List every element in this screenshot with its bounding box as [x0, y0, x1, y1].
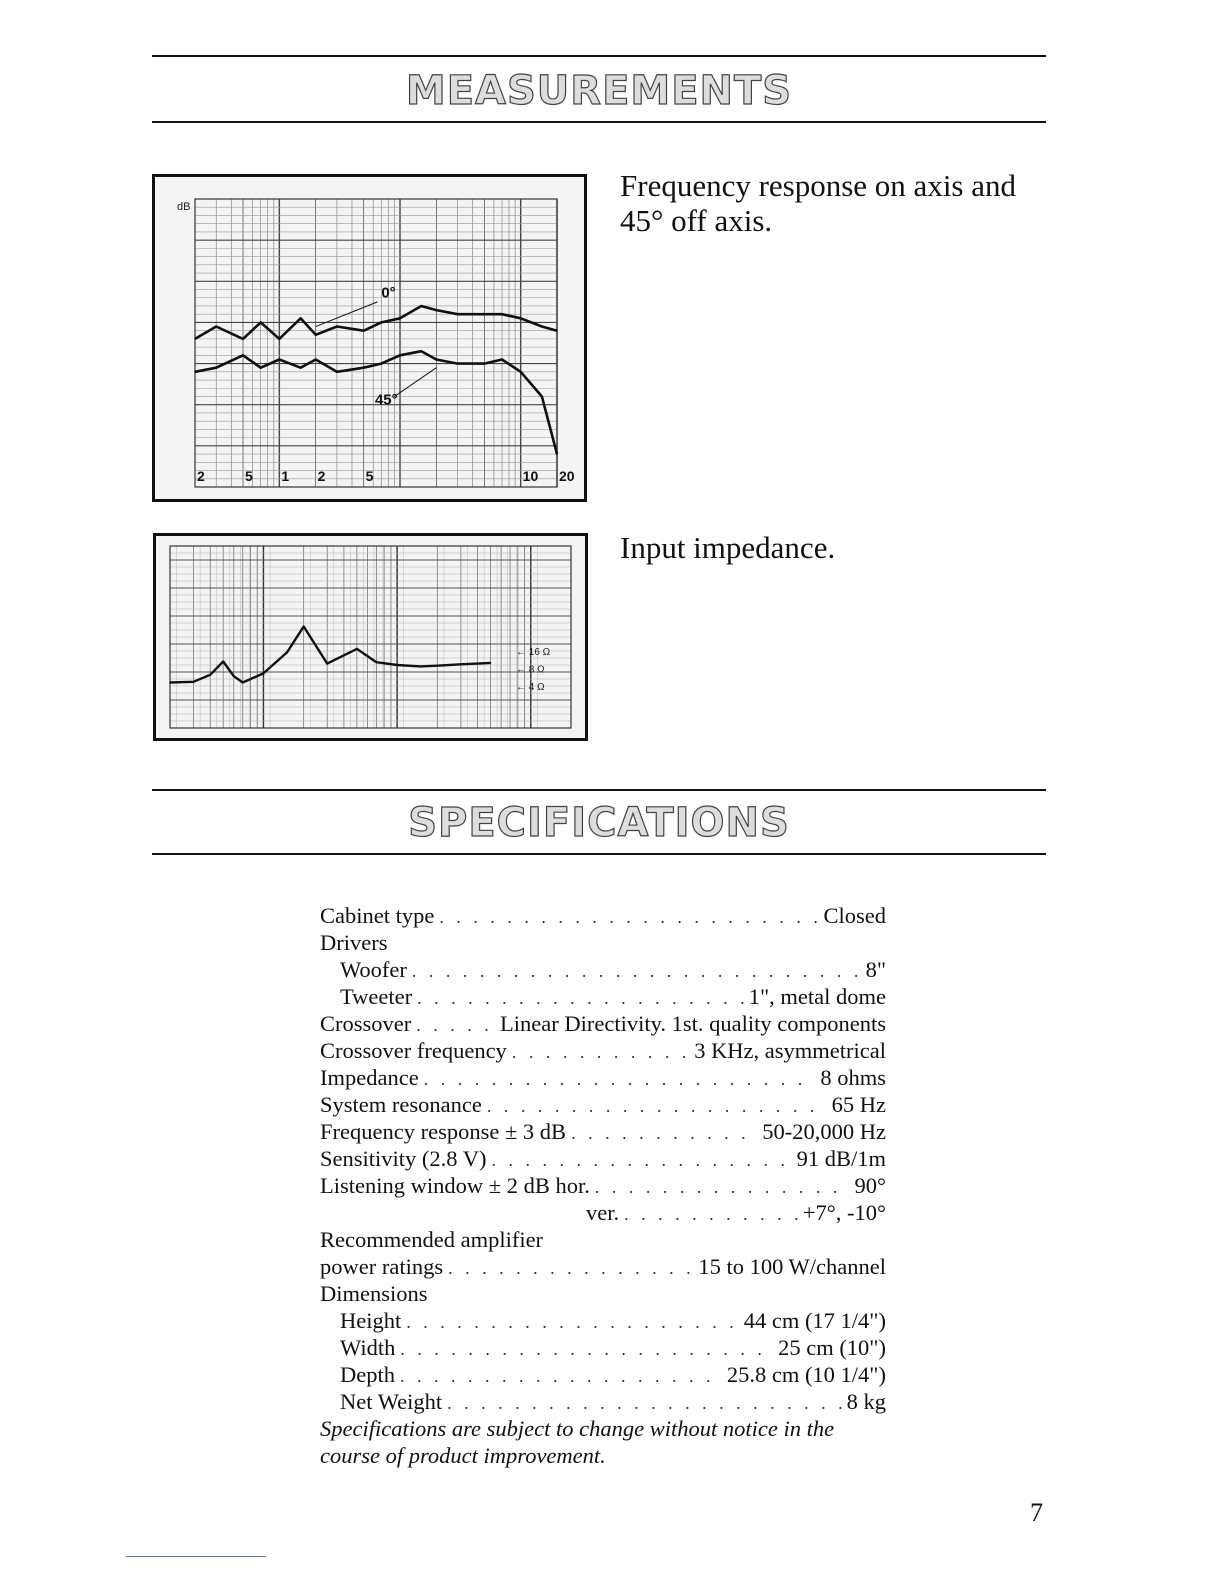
frequency-caption-line-1: Frequency response on axis and: [620, 168, 1017, 203]
leader-dots: [491, 1147, 791, 1174]
x-tick-label: 2: [317, 468, 326, 484]
data-point: [194, 338, 196, 340]
data-point: [437, 665, 439, 667]
data-point: [336, 326, 338, 328]
data-point: [303, 626, 305, 628]
spec-label: Width: [340, 1335, 396, 1360]
legend-label-4-ohm: ← 4 Ω: [516, 682, 545, 693]
data-point: [215, 326, 217, 328]
spec-tweeter: [320, 983, 886, 1010]
input-impedance-chart: [153, 533, 588, 741]
data-point: [420, 350, 422, 352]
spec-label: Impedance: [320, 1065, 419, 1090]
spec-crossover: [320, 1010, 886, 1037]
spec-value: +7°, -10°: [802, 1200, 886, 1225]
x-tick-label: 5: [365, 468, 374, 484]
data-point: [279, 338, 281, 340]
data-point: [541, 326, 543, 328]
data-point: [263, 673, 265, 675]
spec-power-ratings: [320, 1253, 886, 1280]
data-point: [436, 359, 438, 361]
spec-listening-window-hor: [320, 1172, 886, 1199]
legend-label-16-ohm: ← 16 Ω: [516, 647, 551, 658]
data-point: [484, 363, 486, 365]
data-point: [376, 661, 378, 663]
spec-value: 3 KHz, asymmetrical: [694, 1038, 886, 1063]
frequency-caption-line-2: 45° off axis.: [620, 203, 773, 238]
data-point: [233, 675, 235, 677]
spec-cabinet-type: [320, 902, 886, 929]
data-point: [484, 313, 486, 315]
spec-label: Crossover frequency: [320, 1038, 507, 1063]
data-point: [381, 322, 383, 324]
leader-dots: [624, 1201, 798, 1228]
legend-label-8-ohm: ← 8 Ω: [516, 664, 545, 676]
data-point: [300, 367, 302, 369]
leader-dots: [406, 1309, 738, 1336]
data-point: [300, 318, 302, 320]
spec-label: Drivers: [320, 930, 388, 955]
spec-label: System resonance: [320, 1092, 482, 1117]
spec-height: [320, 1307, 886, 1334]
spec-crossover-frequency: [320, 1037, 886, 1064]
spec-value: 91 dB/1m: [796, 1146, 886, 1171]
spec-label: Net Weight: [340, 1389, 443, 1414]
footer-line: [126, 1556, 266, 1557]
frequency-response-chart: [152, 174, 587, 502]
data-point: [457, 313, 459, 315]
db-axis-label: dB: [177, 201, 191, 213]
data-point: [420, 305, 422, 307]
x-tick-label: 20: [559, 468, 575, 484]
leader-dots: [424, 1066, 816, 1093]
spec-label: power ratings: [320, 1254, 444, 1279]
spec-woofer: [320, 956, 886, 983]
data-point: [556, 453, 558, 455]
leader-dots: [447, 1390, 841, 1417]
data-point: [556, 330, 558, 332]
data-point: [326, 663, 328, 665]
leader-dots: [512, 1039, 689, 1066]
data-point: [363, 367, 365, 369]
spec-value: 8 ohms: [820, 1065, 886, 1090]
spec-value: 44 cm (17 1/4"): [743, 1308, 886, 1333]
data-point: [215, 367, 217, 369]
leader-dots: [448, 1255, 693, 1282]
specifications-list: [320, 902, 886, 1469]
data-point: [381, 363, 383, 365]
data-point: [315, 359, 317, 361]
data-point: [520, 318, 522, 320]
data-point: [315, 334, 317, 336]
spec-system-resonance: [320, 1091, 886, 1118]
specifications-bottom-rule: [152, 853, 1046, 855]
leader-dots: [416, 1012, 495, 1039]
data-point: [460, 664, 462, 666]
spec-value: 25 cm (10"): [778, 1335, 886, 1360]
measurements-top-rule: [152, 55, 1046, 57]
spec-value: 1", metal dome: [748, 984, 886, 1009]
spec-label: ver.: [586, 1200, 620, 1225]
x-tick-label: 2: [197, 468, 205, 484]
spec-label: Cabinet type: [320, 903, 435, 928]
specifications-top-rule: [152, 789, 1046, 791]
data-point: [286, 652, 288, 654]
spec-label: Crossover: [320, 1011, 412, 1036]
spec-value: Closed: [823, 903, 886, 928]
data-point: [363, 330, 365, 332]
spec-label: Listening window ± 2 dB hor.: [320, 1173, 590, 1198]
specifications-title: SPECIFICATIONS: [408, 800, 790, 846]
leader-dots: [571, 1120, 757, 1147]
data-point: [194, 371, 196, 373]
data-point: [490, 662, 492, 664]
spec-frequency-response: [320, 1118, 886, 1145]
measurements-title: MEASUREMENTS: [405, 68, 793, 114]
data-point: [399, 355, 401, 357]
plot-frame: [195, 199, 557, 487]
spec-value: 8 kg: [846, 1389, 886, 1414]
x-tick-label: 1: [281, 468, 290, 484]
spec-note-line-1: Specifications are subject to change without notice in the: [320, 1416, 835, 1441]
spec-dimensions: [320, 1280, 886, 1307]
spec-label: Woofer: [340, 957, 407, 982]
data-point: [242, 682, 244, 684]
leader-dots: [487, 1093, 827, 1120]
data-point: [260, 322, 262, 324]
input-impedance-caption: Input impedance.: [620, 530, 836, 565]
leader-dots: [400, 1363, 722, 1390]
leader-dots: [412, 958, 861, 985]
data-point: [520, 371, 522, 373]
leader-dots: [400, 1336, 773, 1363]
spec-label: Recommended amplifier: [320, 1227, 544, 1252]
measurements-bottom-rule: [152, 121, 1046, 123]
data-point: [222, 661, 224, 663]
spec-drivers: [320, 929, 886, 956]
data-point: [501, 359, 503, 361]
spec-value: 90°: [854, 1173, 886, 1198]
data-point: [501, 313, 503, 315]
spec-impedance: [320, 1064, 886, 1091]
x-tick-label: 5: [245, 468, 253, 484]
spec-value: 25.8 cm (10 1/4"): [726, 1362, 886, 1387]
spec-label: Sensitivity (2.8 V): [320, 1146, 487, 1171]
data-point: [399, 318, 401, 320]
spec-depth: [320, 1361, 886, 1388]
input-impedance-svg: [156, 536, 585, 738]
frequency-response-svg: [155, 177, 584, 499]
spec-net-weight: [320, 1388, 886, 1415]
spec-listening-window-ver: [320, 1199, 886, 1226]
spec-recommended-amplifier: [320, 1226, 886, 1253]
data-point: [209, 674, 211, 676]
data-point: [193, 681, 195, 683]
spec-value: 50-20,000 Hz: [762, 1119, 886, 1144]
data-point: [260, 367, 262, 369]
spec-width: [320, 1334, 886, 1361]
leader-dots: [439, 904, 818, 931]
spec-label: Dimensions: [320, 1281, 428, 1306]
spec-value: Linear Directivity. 1st. quality components: [500, 1011, 886, 1036]
spec-label: Depth: [340, 1362, 395, 1387]
data-point: [279, 359, 281, 361]
spec-sensitivity: [320, 1145, 886, 1172]
spec-label: Height: [340, 1308, 402, 1333]
spec-value: 65 Hz: [831, 1092, 886, 1117]
data-point: [541, 396, 543, 398]
frequency-response-caption: [620, 168, 1016, 238]
spec-note-line-2: course of product improvement.: [320, 1443, 606, 1468]
x-tick-label: 10: [522, 468, 539, 484]
data-point: [336, 371, 338, 373]
leader-dots: [417, 985, 744, 1012]
spec-value: 8": [865, 957, 886, 982]
spec-label: Tweeter: [340, 984, 413, 1009]
data-point: [420, 666, 422, 668]
impedance-curve: [170, 627, 491, 683]
data-point: [356, 648, 358, 650]
data-point: [242, 355, 244, 357]
data-point: [169, 682, 171, 684]
data-point: [457, 363, 459, 365]
annotation-45-deg: 45°: [374, 391, 398, 409]
data-point: [396, 664, 398, 666]
data-point: [242, 338, 244, 340]
spec-value: 15 to 100 W/channel: [698, 1254, 886, 1279]
annotation-0-deg: 0°: [381, 284, 396, 302]
leader-dots: [595, 1174, 850, 1201]
page-number: 7: [1030, 1498, 1043, 1527]
spec-label: Frequency response ± 3 dB: [320, 1119, 567, 1144]
data-point: [436, 309, 438, 311]
